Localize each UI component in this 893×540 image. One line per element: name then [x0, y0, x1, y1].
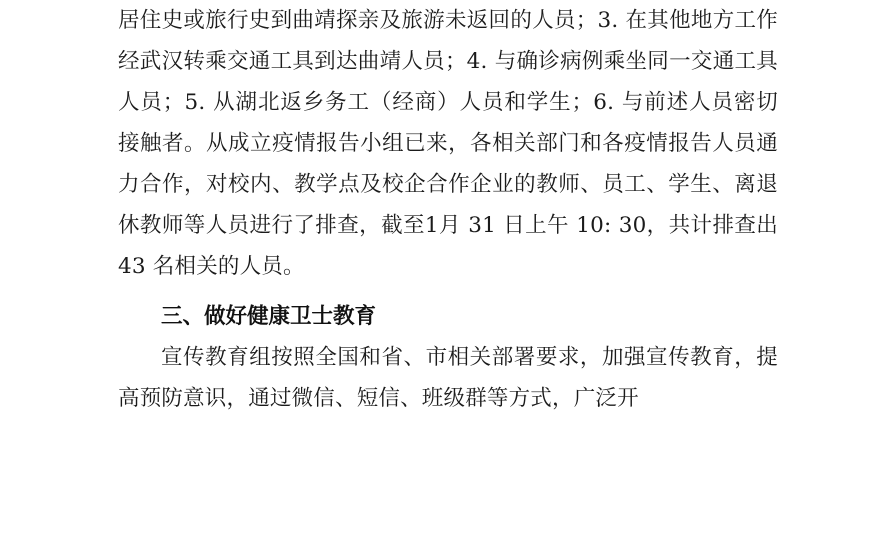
paragraph-publicity-education: 宣传教育组按照全国和省、市相关部署要求，加强宣传教育，提高预防意识，通过微信、短信、班级群等方式，广泛开 [118, 345, 778, 411]
page-bottom-whitespace [118, 419, 778, 539]
document-body [118, 0, 778, 539]
paragraph-personnel-screening: 居住史或旅行史到曲靖探亲及旅游未返回的人员；3. 在其他地方工作经武汉转乘交通工具到达曲靖人员；4. 与确诊病例乘坐同一交通工具人员；5. 从湖北返乡务工（经商）人员和学生；6. 与前述人员密切接触者。从成立疫情报告小组已来，各相关部门和各疫情报告人员通力合作，对校内、教学点及校企合作企业的教师、员工、学生、离退休教师等人员进行了排查，截至1月 31 日上午 10: 30，共计排查出 43 名相关的人员。 [118, 8, 778, 279]
heading-section-three: 三、做好健康卫士教育 [161, 304, 377, 329]
